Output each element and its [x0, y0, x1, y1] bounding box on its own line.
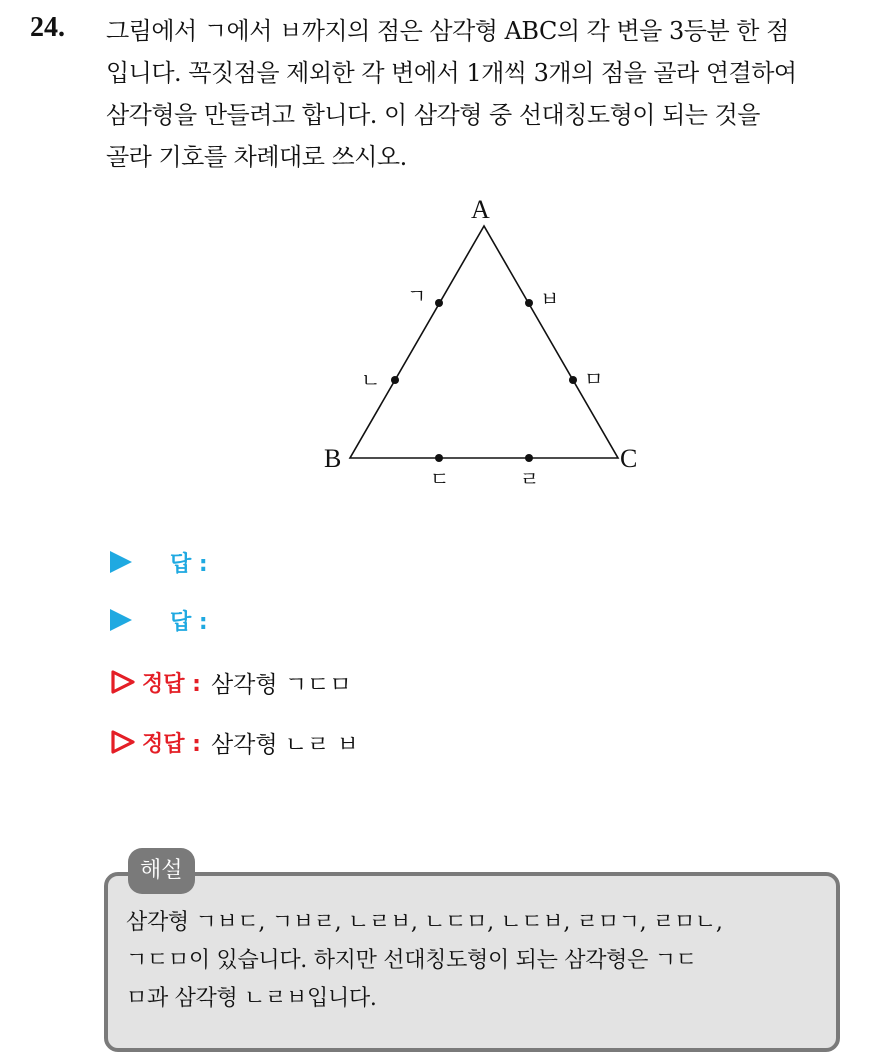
point-label-giyeok: ㄱ — [407, 284, 427, 308]
question-number: 24. — [30, 12, 65, 43]
point-bieup — [525, 299, 533, 307]
point-digeut — [435, 454, 443, 462]
triangle-outline-icon — [110, 669, 136, 695]
answer-key-value: 삼각형 ㄴㄹ ㅂ — [210, 731, 359, 758]
question-line: 삼각형을 만들려고 합니다. 이 삼각형 중 선대칭도형이 되는 것을 — [106, 101, 760, 129]
point-label-bieup: ㅂ — [540, 287, 560, 311]
point-giyeok — [435, 299, 443, 307]
answer-row-2 — [110, 602, 208, 638]
vertex-label-a: A — [471, 195, 490, 224]
triangle-marker-icon — [110, 551, 132, 573]
explanation-text — [126, 904, 838, 1018]
explanation-line: ㅁ과 삼각형 ㄴㄹㅂ입니다. — [126, 986, 377, 1011]
answer-row-1 — [110, 544, 208, 580]
point-rieul — [525, 454, 533, 462]
explanation-line: ㄱㄷㅁ이 있습니다. 하지만 선대칭도형이 되는 삼각형은 ㄱㄷ — [126, 948, 697, 973]
question-line: 그림에서 ㄱ에서 ㅂ까지의 점은 삼각형 ABC의 각 변을 3등분 한 점 — [106, 17, 789, 45]
answer-key-label: 정답 : — [142, 731, 201, 757]
triangle-outline — [350, 226, 618, 458]
triangle-marker-icon — [110, 609, 132, 631]
division-points — [391, 299, 577, 462]
answer-key-value: 삼각형 ㄱㄷㅁ — [210, 671, 352, 698]
explanation-line: 삼각형 ㄱㅂㄷ, ㄱㅂㄹ, ㄴㄹㅂ, ㄴㄷㅁ, ㄴㄷㅂ, ㄹㅁㄱ, ㄹㅁㄴ, — [126, 910, 723, 935]
question-line: 입니다. 꼭짓점을 제외한 각 변에서 1개씩 3개의 점을 골라 연결하여 — [106, 59, 797, 87]
point-label-nieun: ㄴ — [361, 368, 381, 392]
explanation-tag: 해설 — [128, 848, 195, 894]
answer-key-row-1 — [110, 664, 352, 700]
point-mieum — [569, 376, 577, 384]
point-label-digeut: ㄷ — [430, 467, 450, 491]
question-line: 골라 기호를 차례대로 쓰시오. — [106, 143, 407, 171]
point-label-rieul: ㄹ — [520, 467, 540, 491]
vertex-label-b: B — [324, 444, 342, 473]
point-nieun — [391, 376, 399, 384]
answer-label: 답 : — [170, 551, 208, 577]
triangle-outline-icon — [110, 729, 136, 755]
answer-key-row-2 — [110, 724, 359, 760]
vertex-label-c: C — [620, 444, 638, 473]
answer-key-label: 정답 : — [142, 671, 201, 697]
point-label-mieum: ㅁ — [584, 367, 604, 391]
triangle-figure — [0, 0, 884, 520]
answer-label: 답 : — [170, 609, 208, 635]
